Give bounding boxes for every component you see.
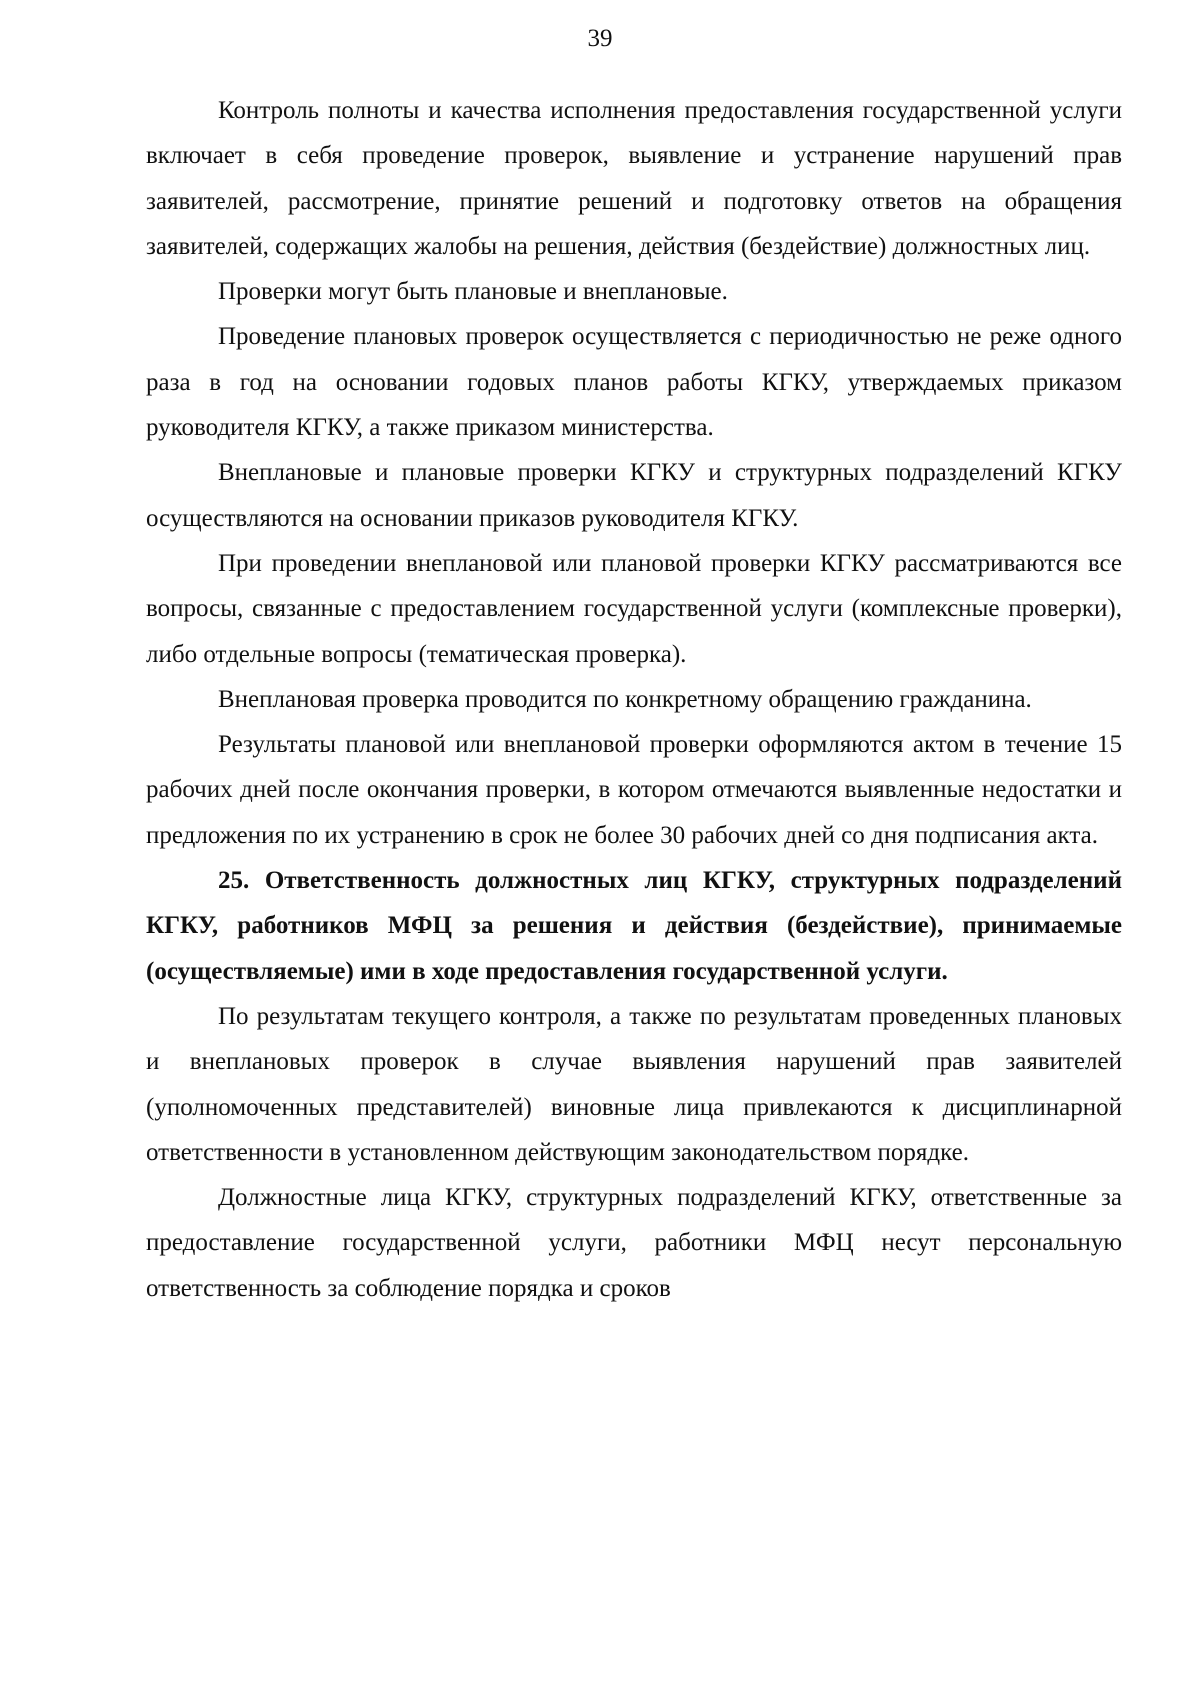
paragraph-control-scope: Контроль полноты и качества исполнения предоставления государственной услуги включает в себя проведение проверок, выявление и устранение нарушений прав заявителей, рассмотрение, принятие решений и подготовку ответов на обращения заявителей, содержащих жалобы на решения, действия (бездействие) должностных лиц. (146, 97, 1122, 260)
document-body (146, 88, 1122, 1311)
paragraph-inspection-scope: При проведении внеплановой или плановой проверки КГКУ рассматриваются все вопросы, связанные с предоставлением государственной услуги (комплексные проверки), либо отдельные вопросы (тематическая проверка). (146, 549, 1122, 668)
paragraph-unscheduled-inspection: Внеплановая проверка проводится по конкретному обращению гражданина. (218, 685, 1032, 713)
paragraph-personal-responsibility: Должностные лица КГКУ, структурных подразделений КГКУ, ответственные за предоставление государственной услуги, работники МФЦ несут персональную ответственность за соблюдение порядка и сроков (146, 1184, 1122, 1302)
page-number: 39 (587, 25, 613, 52)
paragraph-inspection-types: Проверки могут быть плановые и внеплановые. (218, 278, 728, 306)
paragraph-inspection-basis: Внеплановые и плановые проверки КГКУ и структурных подразделений КГКУ осуществляются на основании приказов руководителя КГКУ. (146, 459, 1122, 532)
paragraph-planned-inspections: Проведение плановых проверок осуществляется с периодичностью не реже одного раза в год на основании годовых планов работы КГКУ, утверждаемых приказом руководителя КГКУ, а также приказом министерства. (146, 323, 1122, 442)
section-heading-25: 25. Ответственность должностных лиц КГКУ, структурных подразделений КГКУ, работников МФЦ за решения и действия (бездействие), принимаемые (осуществляемые) ими в ходе предоставления государственной услуги. (146, 867, 1122, 985)
paragraph-inspection-results: Результаты плановой или внеплановой проверки оформляются актом в течение 15 рабочих дней после окончания проверки, в котором отмечаются выявленные недостатки и предложения по их устранению в срок не более 30 рабочих дней со дня подписания акта. (146, 731, 1122, 849)
paragraph-disciplinary-liability: По результатам текущего контроля, а также по результатам проведенных плановых и внеплановых проверок в случае выявления нарушений прав заявителей (уполномоченных представителей) виновные лица привлекаются к дисциплинарной ответственности в установленном действующим законодательством порядке. (146, 1002, 1122, 1166)
